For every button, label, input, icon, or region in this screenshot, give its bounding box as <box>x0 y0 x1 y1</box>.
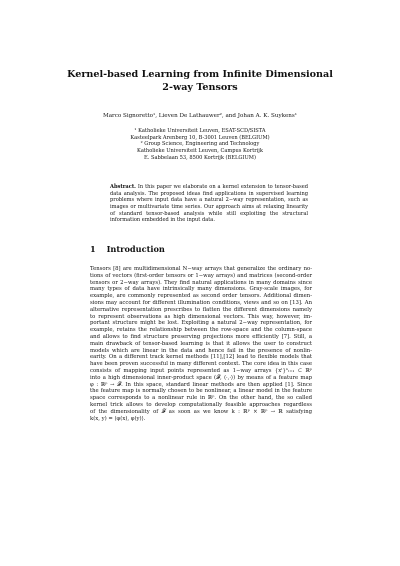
author-list: Marco Signoretto¹, Lieven De Lathauwer², and Johan A. K. Suykens¹ <box>102 113 298 119</box>
body-line: example, are commonly represented as second order tensors. Additional dimen- <box>90 293 312 300</box>
section-heading <box>90 244 165 254</box>
body-line: have been proven successful in many different context. The core idea in this case <box>90 361 312 368</box>
body-line: kernel trick allows to develop computationally feasible approaches regardless <box>90 401 312 408</box>
section-number: 1 <box>90 244 96 254</box>
body-line: many types of data have intrinsically many dimensions. Gray-scale images, for <box>90 286 312 293</box>
affiliations <box>80 128 320 162</box>
body-line: of the dimensionality of 𝓕 as soon as we know k : ℝᵖ × ℝᵖ → ℝ satisfying <box>90 408 312 415</box>
body-line: earity. On a different track kernel methods [11],[12] lead to flexible models that <box>90 354 312 361</box>
section-title: Introduction <box>106 244 165 254</box>
body-line: and allows to find structure preserving projections more efficiently [7]. Still, a <box>90 333 312 340</box>
body-line: tions of vectors (first-order tensors or 1−way arrays) and matrices (second-order <box>90 272 312 279</box>
title-line-2: 2-way Tensors <box>162 81 238 93</box>
introduction-body <box>90 266 312 422</box>
body-line: space corresponds to a nonlinear rule in ℝᵖ. On the other hand, the so called <box>90 395 312 402</box>
paper-title <box>60 69 340 94</box>
abstract-text: In this paper we elaborate on a kernel extension to tensor-based data analysis. The proposed ideas find applications in supervised learning problems where input data have a natural 2−way representation, such as images or multivariate time series. Our approach aims at relaxing linearity of standard tensor-based analysis while still exploiting the structural information embedded in the input data. <box>110 184 308 224</box>
body-line: portant structure might be lost. Exploiting a natural 2−way representation, for <box>90 320 312 327</box>
abstract <box>110 184 308 224</box>
body-line: φ : ℝᵖ → 𝓕. In this space, standard linear methods are then applied [1]. Since <box>90 381 312 388</box>
abstract-label: Abstract. <box>110 184 136 190</box>
body-line: Tensors [8] are multidimensional N−way arrays that generalize the ordinary no- <box>90 266 312 272</box>
affiliation-line: E. Sabbelaan 53, 8500 Kortrijk (BELGIUM) <box>144 154 256 161</box>
affiliation-line: Katholieke Universiteit Leuven, Campus Kortrijk <box>137 148 263 155</box>
body-line: sions may account for different illumination conditions, views and so on [13]. An <box>90 299 312 306</box>
affiliation-line: ¹ Katholieke Universiteit Leuven, ESAT-SCD/SISTA <box>134 128 266 134</box>
body-line: consists of mapping input points represented as 1−way arrays {xˡ}ⁿₗ₌₁ ⊂ ℝᵖ <box>90 367 312 374</box>
body-line: tensors or 2−way arrays). They find natural applications in many domains since <box>90 279 312 286</box>
body-line: main drawback of tensor-based learning is that it allows the user to construct <box>90 340 312 347</box>
affiliation-line: ² Group Science, Engineering and Technology <box>140 141 260 148</box>
body-line: k(x, y) = ⟨φ(x), φ(y)⟩. <box>90 415 146 422</box>
body-line: into a high dimensional inner-product space (𝓕, ⟨·,·⟩) by means of a feature map <box>90 374 312 381</box>
body-line: alternative representation prescribes to flatten the different dimensions namely <box>90 306 312 313</box>
affiliation-line: Kasteelpark Arenberg 10, B-3001 Leuven (BELGIUM) <box>130 134 270 141</box>
body-line: models which are linear in the data and hence fail in the presence of nonlin- <box>90 347 312 354</box>
title-line-1: Kernel-based Learning from Infinite Dimensional <box>67 69 333 80</box>
body-line: the feature map is normally chosen to be nonlinear, a linear model in the feature <box>90 388 312 395</box>
body-line: example, retains the relationship between the row-space and the column-space <box>90 327 312 334</box>
body-line: to represent observations as high dimensional vectors. This way, however, im- <box>90 313 312 320</box>
